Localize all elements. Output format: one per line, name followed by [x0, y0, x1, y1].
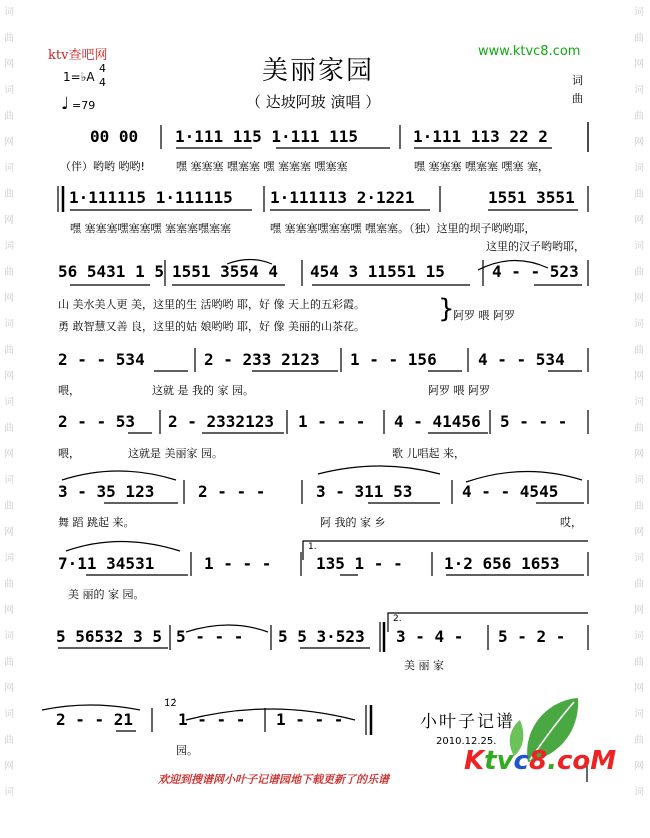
row5-measure2: 2 - 2332123 [168, 412, 274, 431]
row4-lyric-b: 这就 是 我的 家 园。 [152, 384, 254, 397]
row9-lyric: 园。 [176, 744, 198, 757]
row1-measure3: 1·111 113 22 2 [413, 127, 548, 146]
lyricist-label: 词 [572, 74, 583, 87]
row4-measure1: 2 - - 534 [58, 350, 145, 369]
row7-measure1: 7·11 34531 [58, 554, 155, 573]
row3-measure3: 454 3 11551 15 [310, 262, 445, 281]
row5-measure3: 1 - - - [298, 412, 366, 431]
row4-measure4: 4 - - 534 [478, 350, 565, 369]
row5-lyric-b: 这就是 美丽家 园。 [128, 447, 223, 460]
row8-measure4: 3 - 4 - [396, 627, 464, 646]
row8-measure2: 5 - - - [176, 627, 244, 646]
row5-measure5: 5 - - - [500, 412, 568, 431]
row3-measure4: 4 - - 523 [492, 262, 579, 281]
row1-measure2: 1·111 115 1·111 115 [175, 127, 359, 146]
row5-measure4: 4 - 41456 [394, 412, 481, 431]
row6-lyric-a: 舞 蹈 跳起 来。 [58, 516, 135, 529]
row9-measure2: 1 - - - [178, 710, 246, 729]
row9-measure3: 1 - - - [276, 710, 344, 729]
row4-lyric-a: 喂， [58, 384, 80, 397]
volta-1-label: 1. [308, 542, 317, 552]
row1-measure1: 00 00 [90, 127, 139, 146]
row2-lyric-a: 嘿 塞塞塞嘿塞塞嘿 塞塞塞嘿塞塞 [70, 222, 231, 235]
row7-measure2: 1 - - - [204, 554, 272, 573]
row1-lyric-intro: （伴）哟哟 哟哟! [60, 160, 145, 173]
ktvc8-logo[interactable]: Ktvc8.coM [464, 746, 617, 776]
verse-brace-icon: } [438, 294, 455, 324]
row3-lyric-chorus: 阿罗 喂 阿罗 [453, 309, 515, 322]
row7-measure4: 1·2 656 1653 [444, 554, 560, 573]
row5-lyric-c: 歌 儿唱起 来， [392, 447, 465, 460]
row6-measure2: 2 - - - [198, 482, 266, 501]
row1-lyric-main: 嘿 塞塞塞 嘿塞塞 嘿 塞塞塞 嘿塞塞 [176, 160, 348, 173]
tempo-note-icon: ♩ [61, 94, 70, 114]
row7-lyric: 美 丽的 家 园。 [68, 588, 145, 601]
row5-measure1: 2 - - 53 [58, 412, 136, 431]
row4-lyric-c: 阿罗 喂 阿罗 [428, 384, 490, 397]
row9-measure1: 2 - - 21 [56, 710, 134, 729]
row2-measure1: 1·111115 1·111115 [69, 188, 233, 207]
row2-lyric-c: 这里的汉子哟哟耶， [486, 240, 585, 253]
site-tag: ktv查吧网 [48, 48, 108, 63]
transcription-date: 2010.12.25. [436, 736, 497, 747]
row7-measure3: 135 1 - - [316, 554, 403, 573]
site-url[interactable]: www.ktvc8.com [478, 44, 581, 59]
composer-label: 曲 [572, 92, 583, 105]
row4-measure2: 2 - 233 2123 [204, 350, 320, 369]
row6-lyric-b: 阿 我的 家 乡 [320, 516, 386, 529]
row3-lyric-verse1: 山 美水美人更 美，这里的生 活哟哟 耶，好 像 天上的五彩霞。 [58, 298, 365, 311]
row8-measure3: 5 5 3·523 [278, 627, 365, 646]
watermark-left: 词 曲 网 词 曲 网 词 曲 网 词 曲 网 词 曲 网 词 曲 网 词 曲 网 词 曲 网 词 曲 网 词 曲 网 词 [4, 7, 14, 798]
row4-measure3: 1 - - 156 [350, 350, 437, 369]
tempo-value: =79 [72, 99, 96, 112]
row2-measure3: 1551 3551 [488, 188, 575, 207]
row9-grace-notes: 1̇2̇ [164, 698, 177, 709]
row1-lyric-end: 嘿 塞塞塞 嘿塞塞 嘿塞 塞， [414, 160, 549, 173]
meter-bottom: 4 [99, 76, 106, 89]
row2-measure2: 1·111113 2·1221 [270, 188, 415, 207]
volta-2-label: 2. [393, 614, 402, 624]
row3-measure1: 56 5431 1 5 [58, 262, 164, 281]
row6-measure3: 3 - 311 53 [316, 482, 413, 501]
meter-top: 4 [99, 62, 106, 75]
watermark-right: 词 曲 网 词 曲 网 词 曲 网 词 曲 网 词 曲 网 词 曲 网 词 曲 网 词 曲 网 词 曲 网 词 曲 网 词 [634, 7, 644, 798]
performer-line: （ 达坡阿玻 演唱 ） [246, 93, 381, 111]
row6-measure4: 4 - - 4545 [462, 482, 559, 501]
transcriber-signature: 小叶子记谱 [420, 712, 515, 732]
song-title: 美丽家园 [262, 56, 375, 86]
row8-measure5: 5 - 2 - [498, 627, 566, 646]
row6-measure1: 3 - 35 123 [58, 482, 155, 501]
row8-lyric: 美 丽 家 [404, 659, 444, 672]
row5-lyric-a: 喂， [58, 447, 80, 460]
key-signature: 1=♭A [63, 70, 95, 84]
footer-note: 欢迎到搜谱网小叶子记谱园地下载更新了的乐谱 [158, 773, 389, 786]
row3-measure2: 1551 3554 4 [172, 262, 278, 281]
row6-lyric-c: 哎， [560, 516, 582, 529]
row2-lyric-b: 嘿 塞塞塞嘿塞塞嘿 嘿塞塞。（独）这里的坝子哟哟耶， [270, 222, 536, 235]
row3-lyric-verse2: 勇 敢智慧又善 良，这里的姑 娘哟哟 耶，好 像 美丽的山茶花。 [58, 320, 365, 333]
row8-measure1: 5 56532 3 5 [56, 627, 162, 646]
